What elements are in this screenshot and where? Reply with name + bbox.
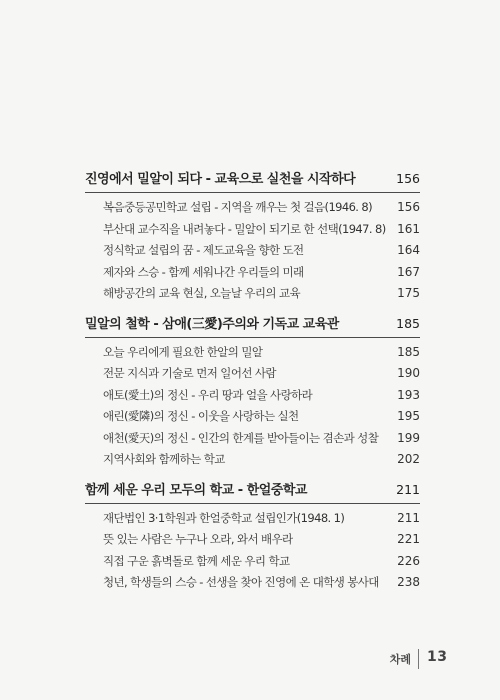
entry-page-number: 226 <box>397 553 420 568</box>
entry-title: 뜻 있는 사람은 누구나 오라, 와서 배우라 <box>103 532 293 546</box>
toc-section <box>85 168 420 305</box>
entry-page-number: 202 <box>397 452 420 466</box>
toc-entry[interactable] <box>85 363 420 385</box>
toc-entry[interactable] <box>85 406 420 428</box>
entry-title: 복음중등공민학교 설립 - 지역을 깨우는 첫 걸음(1946. 8) <box>103 200 373 214</box>
toc-entry[interactable] <box>85 428 420 450</box>
entry-page-number: 199 <box>397 430 420 445</box>
page-number: 13 <box>427 649 448 665</box>
toc-entry[interactable] <box>85 385 420 407</box>
section-heading[interactable] <box>85 479 420 501</box>
entry-page-number: 161 <box>397 221 420 236</box>
toc-entry[interactable] <box>85 551 420 573</box>
section-heading[interactable] <box>85 313 420 335</box>
entry-title: 청년, 학생들의 스승 - 선생을 찾아 진영에 온 대학생 봉사대 <box>103 575 379 589</box>
entry-page-number: 175 <box>397 286 420 300</box>
entry-page-number: 195 <box>397 409 420 423</box>
toc-section <box>85 313 420 471</box>
entry-page-number: 193 <box>397 387 420 402</box>
entry-page-number: 238 <box>397 575 420 589</box>
entry-title: 지역사회와 함께하는 학교 <box>103 452 225 466</box>
entry-title: 전문 지식과 기술로 먼저 일어선 사람 <box>103 366 276 380</box>
toc-entry[interactable] <box>85 219 420 241</box>
entry-page-number: 211 <box>397 510 420 525</box>
entry-title: 애토(愛土)의 정신 - 우리 땅과 얼을 사랑하라 <box>103 387 313 402</box>
entry-title: 해방공간의 교육 현실, 오늘날 우리의 교육 <box>103 286 300 300</box>
entry-title: 제자와 스승 - 함께 세워나간 우리들의 미래 <box>103 264 304 279</box>
section-divider <box>85 503 420 504</box>
section-title: 진영에서 밀알이 되다 - 교육으로 실천을 시작하다 <box>85 172 356 187</box>
toc-entry[interactable] <box>85 240 420 262</box>
section-divider <box>85 337 420 338</box>
entry-title: 정식학교 설립의 꿈 - 제도교육을 향한 도전 <box>103 243 304 257</box>
section-page-number: 156 <box>396 171 420 186</box>
footer-label: 차례 <box>389 653 411 666</box>
toc-entry[interactable] <box>85 508 420 530</box>
entry-page-number: 185 <box>397 344 420 359</box>
footer-divider <box>418 649 419 669</box>
toc-entry[interactable] <box>85 529 420 551</box>
section-title: 밀알의 철학 - 삼애(三愛)주의와 기독교 교육관 <box>85 316 339 332</box>
toc-entry[interactable] <box>85 342 420 364</box>
toc-entry[interactable] <box>85 197 420 219</box>
section-page-number: 185 <box>396 315 420 331</box>
section-title: 함께 세운 우리 모두의 학교 - 한얼중학교 <box>85 482 307 498</box>
entry-title: 애린(愛隣)의 정신 - 이웃을 사랑하는 실천 <box>103 409 299 423</box>
section-page-number: 211 <box>396 481 420 497</box>
entry-title: 오늘 우리에게 필요한 한알의 밀알 <box>103 344 263 359</box>
entry-title: 직접 구운 흙벽돌로 함께 세운 우리 학교 <box>103 553 290 568</box>
toc-entry[interactable] <box>85 449 420 471</box>
page-footer <box>0 649 500 669</box>
section-divider <box>85 192 420 193</box>
entry-page-number: 221 <box>397 532 420 546</box>
entry-page-number: 167 <box>397 264 420 279</box>
toc-entry[interactable] <box>85 283 420 305</box>
entry-title: 재단법인 3·1학원과 한얼중학교 설립인가(1948. 1) <box>103 510 345 525</box>
toc-entry[interactable] <box>85 572 420 594</box>
entry-title: 애천(愛天)의 정신 - 인간의 한계를 받아들이는 겸손과 성찰 <box>103 430 379 445</box>
table-of-contents <box>85 168 420 602</box>
toc-section <box>85 479 420 594</box>
entry-page-number: 156 <box>397 200 420 214</box>
entry-page-number: 190 <box>397 366 420 380</box>
entry-page-number: 164 <box>397 243 420 257</box>
section-heading[interactable] <box>85 168 420 190</box>
toc-entry[interactable] <box>85 262 420 284</box>
entry-title: 부산대 교수직을 내려놓다 - 밀알이 되기로 한 선택(1947. 8) <box>103 221 386 236</box>
